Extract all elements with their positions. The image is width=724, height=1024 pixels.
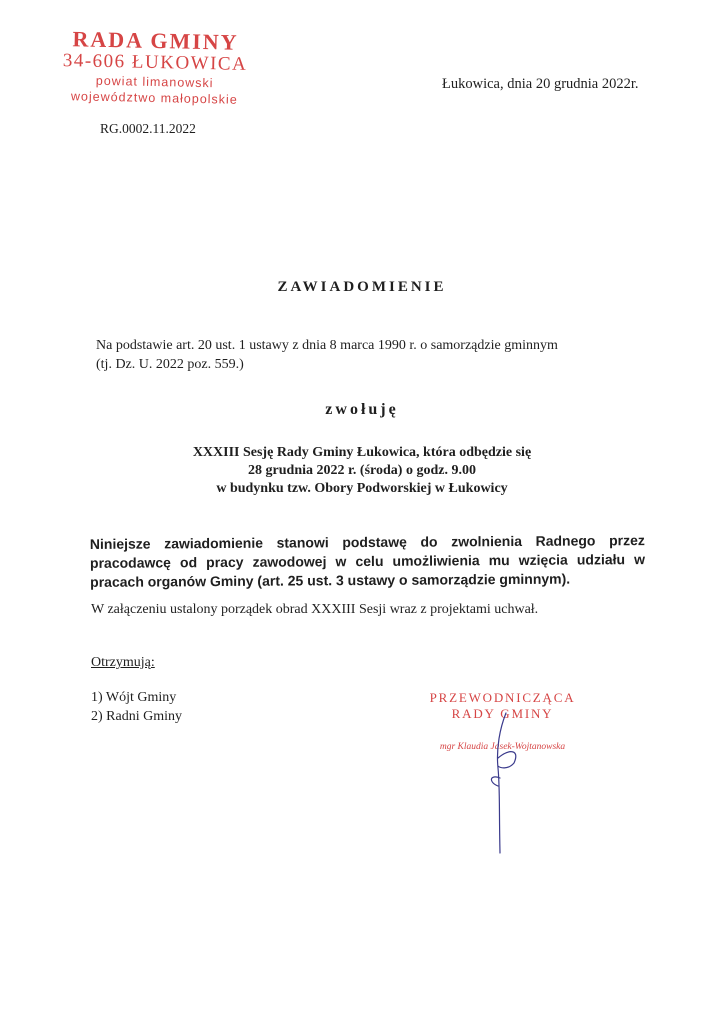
stamp-district: powiat limanowski [95,73,214,91]
session-line: 28 grudnia 2022 r. (środa) o godz. 9.00 [248,463,476,478]
legal-basis-line: Na podstawie art. 20 ust. 1 ustawy z dnia 8 marca 1990 r. o samorządzie gminnym [96,338,558,353]
reference-number: RG.0002.11.2022 [100,121,196,136]
stamp-postal-code: 34-606 ŁUKOWICA [62,50,248,75]
chair-stamp-title: PRZEWODNICZĄCA [429,690,576,705]
recipients-label: Otrzymują: [91,655,155,670]
session-line: XXXIII Sesję Rady Gminy Łukowica, która odbędzie się [192,445,532,460]
stamp-title: RADA GMINY [72,26,239,55]
document-date: Łukowica, dnia 20 grudnia 2022r. [442,76,639,92]
legal-basis [96,336,656,374]
summon-heading: zwołuję [325,401,399,418]
legal-basis-line: (tj. Dz. U. 2022 poz. 559.) [96,357,244,372]
document-title: ZAWIADOMIENIE [277,279,447,295]
chair-stamp-council: RADY GMINY [451,706,554,721]
recipients-list [91,688,182,726]
council-stamp [39,26,271,109]
employer-notice: Niniejsze zawiadomienie stanowi podstawę do zwolnienia Radnego przez pracodawcę od pracy zawodowej w celu umożliwienia mu wzięcia udziału w pracach organów Gminy (art. 25 ust. 3 ustawy o samorządzie gminnym). [89,532,646,590]
recipient-item: 2) Radni Gminy [91,709,182,724]
session-details [0,444,724,498]
session-line: w budynku tzw. Obory Podworskiej w Łukowicy [216,481,508,496]
attachment-note: W załączeniu ustalony porządek obrad XXXIII Sesji wraz z projektami uchwał. [91,602,539,617]
chair-stamp-name: mgr Klaudia Jasek-Wojtanowska [439,742,566,752]
signature-icon [470,708,540,858]
stamp-voivodeship: województwo małopolskie [70,89,238,107]
recipient-item: 1) Wójt Gminy [91,690,177,705]
